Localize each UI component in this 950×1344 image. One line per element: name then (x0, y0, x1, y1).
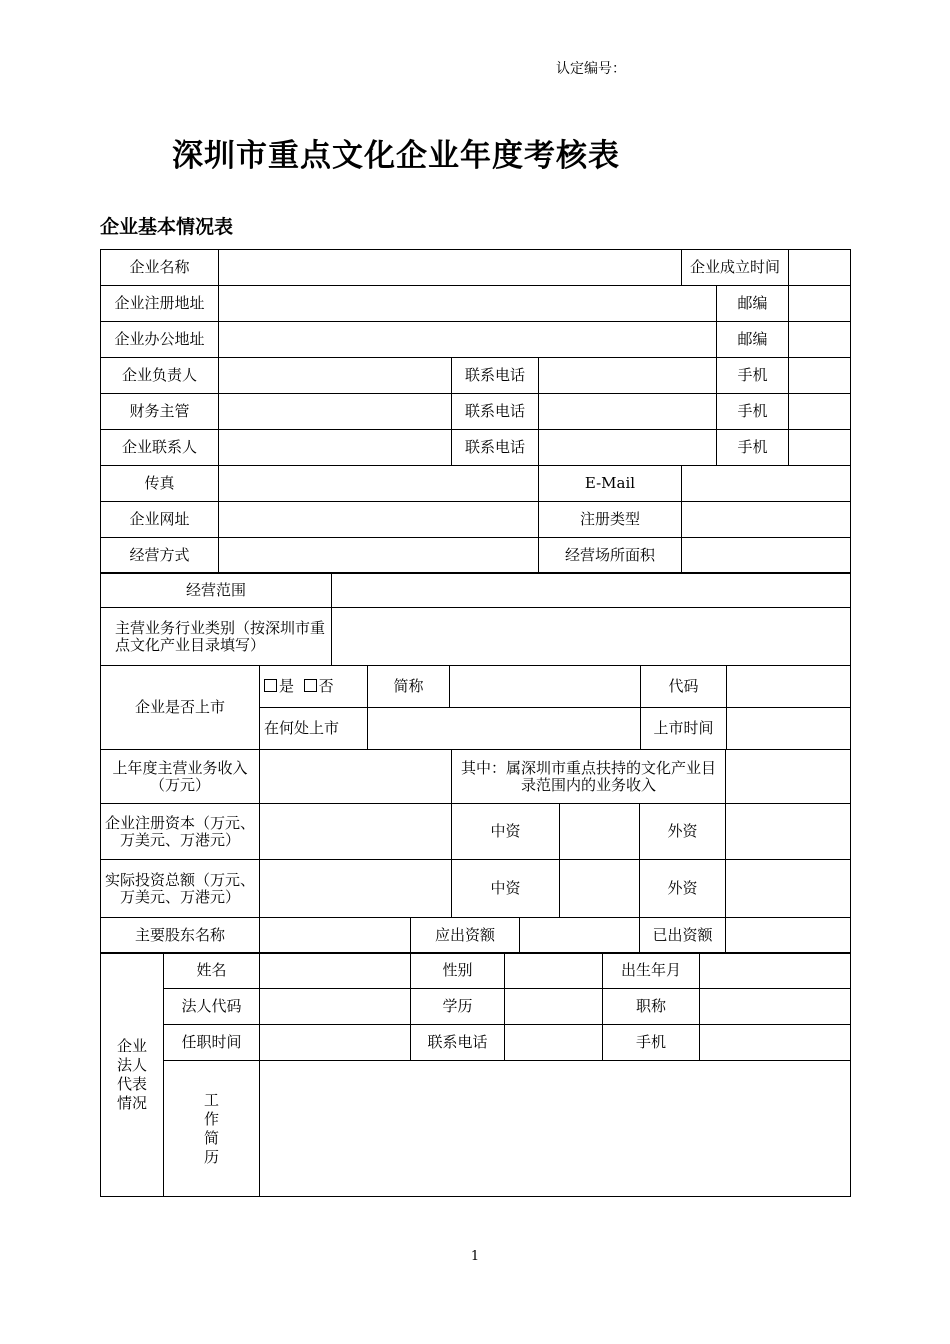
business-mode-label: 经营方式 (101, 538, 219, 574)
postcode-label: 邮编 (717, 286, 789, 322)
name-label: 姓名 (164, 953, 260, 989)
no-checkbox[interactable] (304, 679, 317, 692)
listed-where-label: 在何处上市 (260, 708, 368, 750)
capital-due-field[interactable] (520, 918, 640, 954)
contact-phone-field[interactable] (539, 358, 717, 394)
email-field[interactable] (682, 466, 851, 502)
yes-checkbox[interactable] (264, 679, 277, 692)
contact-phone-field[interactable] (539, 394, 717, 430)
business-mode-field[interactable] (219, 538, 539, 574)
last-year-revenue-label: 上年度主营业务收入（万元） (101, 750, 260, 804)
office-address-label: 企业办公地址 (101, 322, 219, 358)
capital-paid-field[interactable] (726, 918, 851, 954)
main-business-category-label: 主营业务行业类别（按深圳市重点文化产业目录填写） (101, 608, 332, 666)
domestic-investment-field[interactable] (560, 860, 640, 918)
office-address-field[interactable] (219, 322, 717, 358)
of-which-label: 其中：属深圳市重点扶持的文化产业目录范围内的业务收入 (452, 750, 726, 804)
business-area-field[interactable] (682, 538, 851, 574)
website-field[interactable] (219, 502, 539, 538)
work-resume-label: 工作简历 (164, 1061, 260, 1197)
legal-rep-info-label: 企业法人代表情况 (101, 953, 164, 1197)
mobile-field[interactable] (789, 358, 851, 394)
listed-time-field[interactable] (727, 708, 851, 750)
tenure-field[interactable] (260, 1025, 411, 1061)
contact-phone-field[interactable] (505, 1025, 603, 1061)
contact-phone-label: 联系电话 (452, 430, 539, 466)
contact-person-label: 企业联系人 (101, 430, 219, 466)
fax-field[interactable] (219, 466, 539, 502)
job-title-field[interactable] (700, 989, 851, 1025)
gender-field[interactable] (505, 953, 603, 989)
no-label: 否 (318, 677, 334, 695)
mobile-field[interactable] (789, 430, 851, 466)
domestic-label: 中资 (452, 860, 560, 918)
registered-address-label: 企业注册地址 (101, 286, 219, 322)
legal-code-field[interactable] (260, 989, 411, 1025)
domestic-label: 中资 (452, 804, 560, 860)
mobile-label: 手机 (603, 1025, 700, 1061)
shareholder-name-field[interactable] (260, 918, 411, 954)
registration-type-field[interactable] (682, 502, 851, 538)
total-investment-field[interactable] (260, 860, 452, 918)
business-scope-field[interactable] (332, 573, 851, 608)
business-area-label: 经营场所面积 (539, 538, 682, 574)
fax-label: 传真 (101, 466, 219, 502)
registered-capital-label: 企业注册资本（万元、万美元、万港元） (101, 804, 260, 860)
listed-time-label: 上市时间 (641, 708, 727, 750)
tenure-label: 任职时间 (164, 1025, 260, 1061)
main-business-category-field[interactable] (332, 608, 851, 666)
code-label: 代码 (641, 666, 727, 708)
legal-rep-table (100, 952, 851, 1197)
website-label: 企业网址 (101, 502, 219, 538)
of-which-field[interactable] (726, 750, 851, 804)
foreign-label: 外资 (640, 860, 726, 918)
listed-label: 企业是否上市 (101, 666, 260, 750)
total-investment-label: 实际投资总额（万元、万美元、万港元） (101, 860, 260, 918)
listed-where-field[interactable] (368, 708, 641, 750)
page-title: 深圳市重点文化企业年度考核表 (172, 138, 620, 174)
name-field[interactable] (260, 953, 411, 989)
mobile-field[interactable] (700, 1025, 851, 1061)
foreign-capital-field[interactable] (726, 804, 851, 860)
finance-table (100, 749, 851, 954)
shareholder-name-label: 主要股东名称 (101, 918, 260, 954)
contact-person-field[interactable] (219, 430, 452, 466)
job-title-label: 职称 (603, 989, 700, 1025)
code-field[interactable] (727, 666, 851, 708)
mobile-label: 手机 (717, 394, 789, 430)
basic-info-table-a (100, 249, 851, 574)
enterprise-name-field[interactable] (219, 250, 682, 286)
certification-number-label: 认定编号： (556, 61, 626, 77)
capital-paid-label: 已出资额 (640, 918, 726, 954)
short-name-field[interactable] (450, 666, 641, 708)
legal-code-label: 法人代码 (164, 989, 260, 1025)
registered-postcode-field[interactable] (789, 286, 851, 322)
established-time-field[interactable] (789, 250, 851, 286)
registered-address-field[interactable] (219, 286, 717, 322)
established-time-label: 企业成立时间 (682, 250, 789, 286)
page-number: 1 (470, 1249, 480, 1264)
education-label: 学历 (411, 989, 505, 1025)
gender-label: 性别 (411, 953, 505, 989)
finance-manager-label: 财务主管 (101, 394, 219, 430)
listed-choice (260, 666, 368, 708)
postcode-label: 邮编 (717, 322, 789, 358)
last-year-revenue-field[interactable] (260, 750, 452, 804)
contact-phone-field[interactable] (539, 430, 717, 466)
yes-label: 是 (279, 677, 295, 695)
basic-info-table-b (100, 572, 851, 666)
education-field[interactable] (505, 989, 603, 1025)
enterprise-name-label: 企业名称 (101, 250, 219, 286)
listing-table (100, 665, 851, 750)
email-label: E-Mail (539, 466, 682, 502)
foreign-investment-field[interactable] (726, 860, 851, 918)
registered-capital-field[interactable] (260, 804, 452, 860)
contact-phone-label: 联系电话 (452, 358, 539, 394)
birth-field[interactable] (700, 953, 851, 989)
mobile-label: 手机 (717, 358, 789, 394)
mobile-field[interactable] (789, 394, 851, 430)
finance-manager-field[interactable] (219, 394, 452, 430)
section-title: 企业基本情况表 (100, 216, 234, 238)
foreign-label: 外资 (640, 804, 726, 860)
person-in-charge-field[interactable] (219, 358, 452, 394)
registration-type-label: 注册类型 (539, 502, 682, 538)
domestic-capital-field[interactable] (560, 804, 640, 860)
birth-label: 出生年月 (603, 953, 700, 989)
work-resume-field[interactable] (260, 1061, 851, 1197)
capital-due-label: 应出资额 (411, 918, 520, 954)
short-name-label: 简称 (368, 666, 450, 708)
contact-phone-label: 联系电话 (411, 1025, 505, 1061)
business-scope-label: 经营范围 (101, 573, 332, 608)
contact-phone-label: 联系电话 (452, 394, 539, 430)
person-in-charge-label: 企业负责人 (101, 358, 219, 394)
mobile-label: 手机 (717, 430, 789, 466)
office-postcode-field[interactable] (789, 322, 851, 358)
